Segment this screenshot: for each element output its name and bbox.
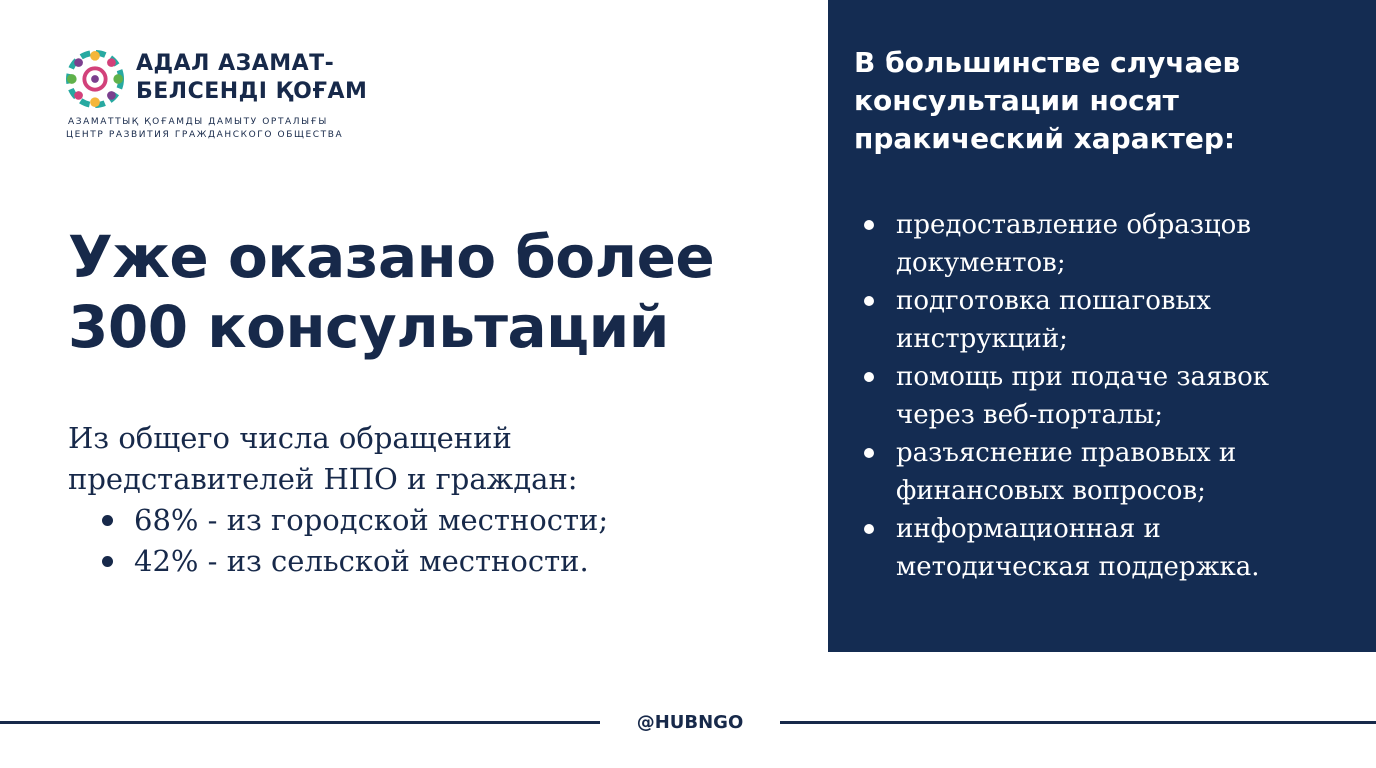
list-item: [864, 282, 1364, 358]
organization-logo: [66, 48, 386, 148]
panel-title-line-3: пракический характер:: [854, 122, 1236, 155]
list-item-line: информационная и: [896, 514, 1161, 544]
list-item-line: финансовых вопросов;: [896, 476, 1206, 506]
panel-title: [854, 44, 1354, 158]
bullet-icon: [864, 524, 874, 534]
statistics-intro-line-1: Из общего числа обращений: [68, 421, 512, 455]
list-item-line: инструкций;: [896, 324, 1068, 354]
logo-subtitle-russian: ЦЕНТР РАЗВИТИЯ ГРАЖДАНСКОГО ОБЩЕСТВА: [66, 130, 344, 140]
list-item: [864, 510, 1364, 586]
bullet-icon: [864, 372, 874, 382]
bullet-icon: [864, 296, 874, 306]
panel-title-line-1: В большинстве случаев: [854, 46, 1241, 79]
list-item-line: предоставление образцов: [896, 210, 1251, 240]
list-item-line: подготовка пошаговых: [896, 286, 1211, 316]
bullet-icon: [102, 556, 113, 567]
footer-divider-right: [780, 721, 1376, 724]
statistics-item-urban: [102, 500, 808, 541]
statistics-block: [68, 418, 808, 582]
logo-title-line-1: АДАЛ АЗАМАТ-: [136, 51, 335, 76]
logo-subtitle: [66, 116, 343, 142]
list-item-line: помощь при подаче заявок: [896, 362, 1269, 392]
bullet-icon: [102, 515, 113, 526]
headline-line-1: Уже оказано более: [68, 223, 715, 291]
consultation-types-list: [864, 206, 1364, 586]
social-handle: @HUBNGO: [636, 712, 744, 733]
logo-title-line-2: БЕЛСЕНДІ ҚОҒАМ: [136, 79, 368, 104]
list-item-line: разъяснение правовых и: [896, 438, 1237, 468]
statistics-intro-line-2: представителей НПО и граждан:: [68, 462, 578, 496]
list-item: [864, 206, 1364, 282]
statistics-item-text: 42% - из сельской местности.: [134, 544, 589, 578]
ornament-logo-icon: [66, 50, 124, 108]
logo-subtitle-kazakh: АЗАМАТТЫҚ ҚОҒАМДЫ ДАМЫТУ ОРТАЛЫҒЫ: [68, 117, 328, 127]
list-item: [864, 434, 1364, 510]
bullet-icon: [864, 448, 874, 458]
main-headline: [68, 222, 808, 362]
statistics-item-rural: [102, 541, 808, 582]
statistics-list: [68, 500, 808, 582]
logo-title: [136, 50, 367, 106]
list-item-line: через веб-порталы;: [896, 400, 1163, 430]
statistics-item-text: 68% - из городской местности;: [134, 503, 609, 537]
list-item-line: методическая поддержка.: [896, 552, 1260, 582]
list-item: [864, 358, 1364, 434]
consultation-types-panel: [828, 0, 1376, 652]
statistics-intro: [68, 418, 808, 500]
footer-divider-left: [0, 721, 600, 724]
list-item-line: документов;: [896, 248, 1066, 278]
panel-title-line-2: консультации носят: [854, 84, 1179, 117]
headline-line-2: 300 консультаций: [68, 293, 669, 361]
bullet-icon: [864, 220, 874, 230]
